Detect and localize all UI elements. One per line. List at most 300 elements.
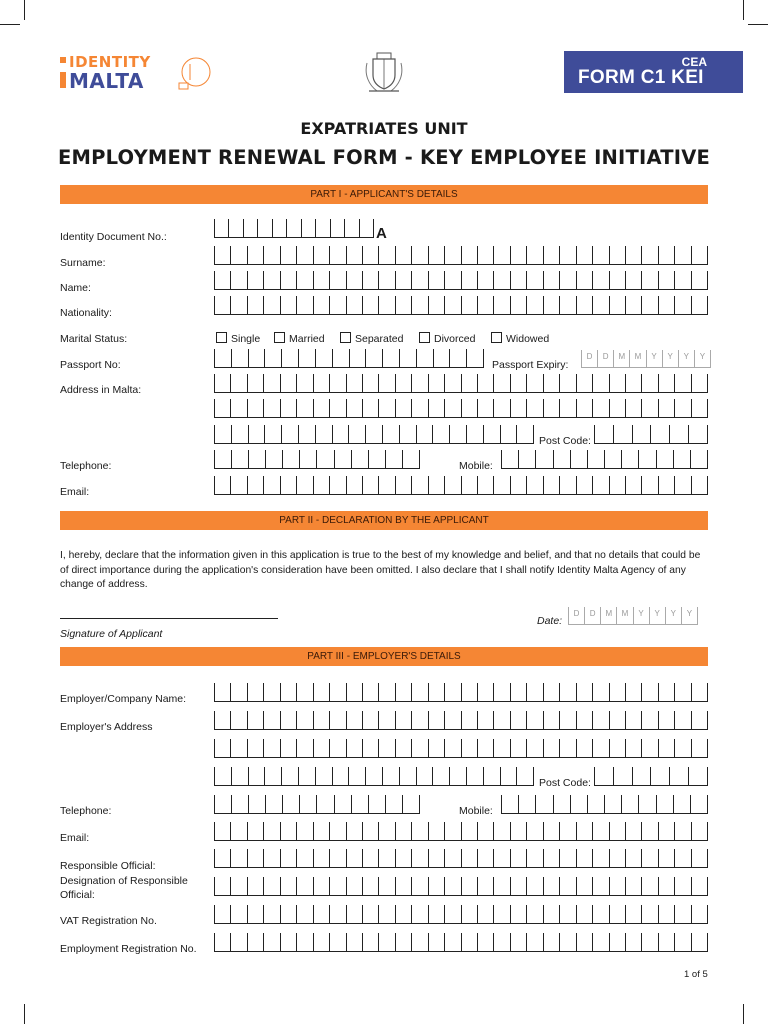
char-cell[interactable] <box>641 739 657 758</box>
char-cell[interactable] <box>594 767 613 786</box>
char-cell[interactable] <box>449 349 466 368</box>
char-cell[interactable] <box>625 246 641 265</box>
char-cell[interactable] <box>518 795 535 814</box>
char-cell[interactable] <box>329 877 345 896</box>
char-cell[interactable] <box>228 219 242 238</box>
char-cell[interactable] <box>526 271 542 290</box>
char-cell[interactable] <box>313 822 329 841</box>
char-cell[interactable] <box>535 795 552 814</box>
signature-line[interactable] <box>60 618 278 619</box>
char-cell[interactable] <box>329 271 345 290</box>
char-cell[interactable] <box>299 450 316 469</box>
char-cell[interactable] <box>466 425 483 444</box>
char-cell[interactable] <box>214 933 230 952</box>
char-cell[interactable] <box>247 849 263 868</box>
char-cell[interactable] <box>382 767 399 786</box>
char-cell[interactable] <box>385 795 402 814</box>
char-cell[interactable] <box>658 683 674 702</box>
char-cell[interactable] <box>329 933 345 952</box>
char-cell[interactable] <box>263 476 279 495</box>
char-cell[interactable] <box>378 905 394 924</box>
char-cell[interactable] <box>263 933 279 952</box>
char-cell[interactable] <box>553 450 570 469</box>
date-cell[interactable]: Y <box>665 607 681 624</box>
char-cell[interactable] <box>265 450 282 469</box>
char-cell[interactable] <box>378 877 394 896</box>
char-cell[interactable] <box>416 425 433 444</box>
char-cell[interactable] <box>658 933 674 952</box>
char-cell[interactable] <box>526 739 542 758</box>
char-cell[interactable] <box>247 822 263 841</box>
char-cell[interactable] <box>281 349 298 368</box>
char-cell[interactable] <box>510 739 526 758</box>
char-cell[interactable] <box>543 246 559 265</box>
char-cell[interactable] <box>296 271 312 290</box>
char-cell[interactable] <box>461 849 477 868</box>
char-cell[interactable] <box>641 877 657 896</box>
char-cell[interactable] <box>298 425 315 444</box>
char-cell[interactable] <box>378 711 394 730</box>
char-cell[interactable] <box>641 296 657 315</box>
char-cell[interactable] <box>313 849 329 868</box>
char-cell[interactable] <box>411 296 427 315</box>
char-cell[interactable] <box>313 399 329 418</box>
char-cell[interactable] <box>346 739 362 758</box>
char-cell[interactable] <box>247 246 263 265</box>
char-cell[interactable] <box>500 767 517 786</box>
date-cell[interactable]: D <box>586 352 593 361</box>
char-cell[interactable] <box>230 476 246 495</box>
checkbox-married[interactable] <box>274 332 285 343</box>
char-cell[interactable] <box>461 271 477 290</box>
char-cell[interactable] <box>510 822 526 841</box>
char-cell[interactable] <box>263 374 279 393</box>
char-cell[interactable] <box>510 933 526 952</box>
char-cell[interactable] <box>638 795 655 814</box>
char-cell[interactable] <box>638 450 655 469</box>
char-cell[interactable] <box>510 374 526 393</box>
char-cell[interactable] <box>493 877 509 896</box>
char-cell[interactable] <box>231 450 248 469</box>
char-cell[interactable] <box>313 877 329 896</box>
char-cell[interactable] <box>576 905 592 924</box>
char-cell[interactable] <box>296 849 312 868</box>
char-cell[interactable] <box>411 683 427 702</box>
char-cell[interactable] <box>332 425 349 444</box>
char-cell[interactable] <box>526 877 542 896</box>
date-cell[interactable]: Y <box>681 607 697 624</box>
char-cell[interactable] <box>674 683 690 702</box>
char-cell[interactable] <box>214 767 231 786</box>
char-cell[interactable] <box>641 246 657 265</box>
char-cell[interactable] <box>570 795 587 814</box>
char-cell[interactable] <box>559 374 575 393</box>
char-cell[interactable] <box>526 933 542 952</box>
char-cell[interactable] <box>395 849 411 868</box>
char-cell[interactable] <box>461 933 477 952</box>
char-cell[interactable] <box>625 905 641 924</box>
employer-address-line2[interactable] <box>214 739 708 758</box>
char-cell[interactable] <box>296 877 312 896</box>
char-cell[interactable] <box>214 296 230 315</box>
date-cell[interactable]: Y <box>646 350 662 367</box>
char-cell[interactable] <box>214 849 230 868</box>
char-cell[interactable] <box>428 711 444 730</box>
char-cell[interactable] <box>329 711 345 730</box>
char-cell[interactable] <box>362 246 378 265</box>
char-cell[interactable] <box>543 374 559 393</box>
char-cell[interactable] <box>315 219 329 238</box>
char-cell[interactable] <box>691 271 708 290</box>
char-cell[interactable] <box>625 711 641 730</box>
char-cell[interactable] <box>461 246 477 265</box>
char-cell[interactable] <box>658 476 674 495</box>
date-cell[interactable]: Y <box>633 607 649 624</box>
char-cell[interactable] <box>395 296 411 315</box>
char-cell[interactable] <box>444 476 460 495</box>
char-cell[interactable] <box>280 683 296 702</box>
char-cell[interactable] <box>592 271 608 290</box>
char-cell[interactable] <box>214 349 231 368</box>
char-cell[interactable] <box>576 296 592 315</box>
date-cell[interactable]: D <box>597 350 613 367</box>
char-cell[interactable] <box>395 476 411 495</box>
char-cell[interactable] <box>650 425 669 444</box>
char-cell[interactable] <box>609 399 625 418</box>
char-cell[interactable] <box>247 683 263 702</box>
char-cell[interactable] <box>609 849 625 868</box>
char-cell[interactable] <box>625 399 641 418</box>
employer-address-line1[interactable] <box>214 711 708 730</box>
char-cell[interactable] <box>461 822 477 841</box>
date-cell[interactable]: Y <box>678 350 694 367</box>
char-cell[interactable] <box>263 399 279 418</box>
responsible-official-field[interactable] <box>214 849 708 868</box>
surname-field[interactable] <box>214 246 708 265</box>
char-cell[interactable] <box>493 822 509 841</box>
char-cell[interactable] <box>329 683 345 702</box>
char-cell[interactable] <box>543 877 559 896</box>
char-cell[interactable] <box>214 246 230 265</box>
char-cell[interactable] <box>315 767 332 786</box>
char-cell[interactable] <box>674 476 690 495</box>
char-cell[interactable] <box>674 296 690 315</box>
char-cell[interactable] <box>296 246 312 265</box>
char-cell[interactable] <box>416 767 433 786</box>
char-cell[interactable] <box>559 246 575 265</box>
char-cell[interactable] <box>313 271 329 290</box>
char-cell[interactable] <box>382 349 399 368</box>
char-cell[interactable] <box>543 683 559 702</box>
employer-postcode-field[interactable] <box>594 767 708 786</box>
char-cell[interactable] <box>214 795 231 814</box>
char-cell[interactable] <box>658 246 674 265</box>
char-cell[interactable] <box>543 711 559 730</box>
char-cell[interactable] <box>477 905 493 924</box>
char-cell[interactable] <box>316 795 333 814</box>
char-cell[interactable] <box>296 933 312 952</box>
char-cell[interactable] <box>395 271 411 290</box>
char-cell[interactable] <box>296 711 312 730</box>
char-cell[interactable] <box>301 219 315 238</box>
char-cell[interactable] <box>298 767 315 786</box>
char-cell[interactable] <box>674 399 690 418</box>
char-cell[interactable] <box>501 795 518 814</box>
char-cell[interactable] <box>510 711 526 730</box>
char-cell[interactable] <box>444 822 460 841</box>
char-cell[interactable] <box>362 877 378 896</box>
char-cell[interactable] <box>362 933 378 952</box>
char-cell[interactable] <box>351 450 368 469</box>
char-cell[interactable] <box>483 767 500 786</box>
char-cell[interactable] <box>378 476 394 495</box>
char-cell[interactable] <box>263 296 279 315</box>
char-cell[interactable] <box>625 877 641 896</box>
char-cell[interactable] <box>365 425 382 444</box>
char-cell[interactable] <box>510 271 526 290</box>
char-cell[interactable] <box>691 374 708 393</box>
char-cell[interactable] <box>604 795 621 814</box>
char-cell[interactable] <box>428 849 444 868</box>
char-cell[interactable] <box>230 374 246 393</box>
char-cell[interactable] <box>428 271 444 290</box>
char-cell[interactable] <box>526 849 542 868</box>
char-cell[interactable] <box>592 399 608 418</box>
char-cell[interactable] <box>613 767 632 786</box>
char-cell[interactable] <box>214 271 230 290</box>
char-cell[interactable] <box>543 399 559 418</box>
char-cell[interactable] <box>428 877 444 896</box>
char-cell[interactable] <box>444 246 460 265</box>
char-cell[interactable] <box>444 739 460 758</box>
char-cell[interactable] <box>493 933 509 952</box>
char-cell[interactable] <box>576 476 592 495</box>
char-cell[interactable] <box>510 476 526 495</box>
char-cell[interactable] <box>416 349 433 368</box>
char-cell[interactable] <box>641 683 657 702</box>
char-cell[interactable] <box>315 349 332 368</box>
char-cell[interactable] <box>214 450 231 469</box>
char-cell[interactable] <box>592 374 608 393</box>
char-cell[interactable] <box>346 877 362 896</box>
address-field-line2[interactable] <box>214 399 708 418</box>
char-cell[interactable] <box>330 219 344 238</box>
char-cell[interactable] <box>559 822 575 841</box>
char-cell[interactable] <box>625 683 641 702</box>
char-cell[interactable] <box>313 246 329 265</box>
char-cell[interactable] <box>609 296 625 315</box>
char-cell[interactable] <box>329 905 345 924</box>
char-cell[interactable] <box>592 849 608 868</box>
char-cell[interactable] <box>543 849 559 868</box>
char-cell[interactable] <box>348 425 365 444</box>
char-cell[interactable] <box>432 767 449 786</box>
char-cell[interactable] <box>674 849 690 868</box>
char-cell[interactable] <box>281 767 298 786</box>
char-cell[interactable] <box>466 349 484 368</box>
char-cell[interactable] <box>691 399 708 418</box>
char-cell[interactable] <box>641 399 657 418</box>
char-cell[interactable] <box>362 711 378 730</box>
char-cell[interactable] <box>477 877 493 896</box>
char-cell[interactable] <box>658 399 674 418</box>
char-cell[interactable] <box>656 795 673 814</box>
char-cell[interactable] <box>247 271 263 290</box>
char-cell[interactable] <box>559 905 575 924</box>
char-cell[interactable] <box>493 374 509 393</box>
char-cell[interactable] <box>691 933 708 952</box>
char-cell[interactable] <box>362 822 378 841</box>
telephone-field[interactable] <box>214 450 420 469</box>
char-cell[interactable] <box>691 739 708 758</box>
char-cell[interactable] <box>691 711 708 730</box>
char-cell[interactable] <box>214 711 230 730</box>
char-cell[interactable] <box>543 905 559 924</box>
char-cell[interactable] <box>688 767 708 786</box>
date-cell[interactable]: Y <box>662 350 678 367</box>
char-cell[interactable] <box>411 739 427 758</box>
char-cell[interactable] <box>214 739 230 758</box>
char-cell[interactable] <box>691 905 708 924</box>
char-cell[interactable] <box>231 349 248 368</box>
char-cell[interactable] <box>510 399 526 418</box>
char-cell[interactable] <box>493 905 509 924</box>
char-cell[interactable] <box>493 683 509 702</box>
char-cell[interactable] <box>280 246 296 265</box>
char-cell[interactable] <box>493 399 509 418</box>
char-cell[interactable] <box>428 905 444 924</box>
char-cell[interactable] <box>690 450 708 469</box>
char-cell[interactable] <box>362 476 378 495</box>
char-cell[interactable] <box>378 296 394 315</box>
char-cell[interactable] <box>461 683 477 702</box>
char-cell[interactable] <box>411 711 427 730</box>
char-cell[interactable] <box>264 767 281 786</box>
char-cell[interactable] <box>378 271 394 290</box>
char-cell[interactable] <box>641 849 657 868</box>
char-cell[interactable] <box>658 711 674 730</box>
char-cell[interactable] <box>362 739 378 758</box>
char-cell[interactable] <box>553 795 570 814</box>
char-cell[interactable] <box>399 349 416 368</box>
char-cell[interactable] <box>526 399 542 418</box>
char-cell[interactable] <box>526 683 542 702</box>
char-cell[interactable] <box>559 399 575 418</box>
char-cell[interactable] <box>243 219 257 238</box>
char-cell[interactable] <box>362 374 378 393</box>
char-cell[interactable] <box>510 849 526 868</box>
char-cell[interactable] <box>346 476 362 495</box>
checkbox-divorced[interactable] <box>419 332 430 343</box>
char-cell[interactable] <box>543 476 559 495</box>
char-cell[interactable] <box>247 877 263 896</box>
char-cell[interactable] <box>296 476 312 495</box>
char-cell[interactable] <box>280 905 296 924</box>
char-cell[interactable] <box>477 399 493 418</box>
date-cell[interactable]: M <box>629 350 645 367</box>
char-cell[interactable] <box>510 683 526 702</box>
char-cell[interactable] <box>282 795 299 814</box>
char-cell[interactable] <box>625 933 641 952</box>
char-cell[interactable] <box>230 296 246 315</box>
char-cell[interactable] <box>510 905 526 924</box>
char-cell[interactable] <box>280 374 296 393</box>
char-cell[interactable] <box>461 739 477 758</box>
char-cell[interactable] <box>587 450 604 469</box>
char-cell[interactable] <box>264 425 281 444</box>
char-cell[interactable] <box>263 739 279 758</box>
employer-address-line3[interactable] <box>214 767 534 786</box>
vat-field[interactable] <box>214 905 708 924</box>
char-cell[interactable] <box>214 425 231 444</box>
char-cell[interactable] <box>609 246 625 265</box>
char-cell[interactable] <box>395 711 411 730</box>
char-cell[interactable] <box>444 849 460 868</box>
char-cell[interactable] <box>625 822 641 841</box>
char-cell[interactable] <box>609 822 625 841</box>
char-cell[interactable] <box>673 450 690 469</box>
char-cell[interactable] <box>592 476 608 495</box>
char-cell[interactable] <box>329 399 345 418</box>
char-cell[interactable] <box>247 374 263 393</box>
char-cell[interactable] <box>691 877 708 896</box>
char-cell[interactable] <box>444 296 460 315</box>
char-cell[interactable] <box>247 296 263 315</box>
declaration-date-field[interactable] <box>568 607 698 625</box>
char-cell[interactable] <box>592 905 608 924</box>
char-cell[interactable] <box>477 271 493 290</box>
char-cell[interactable] <box>329 822 345 841</box>
char-cell[interactable] <box>313 711 329 730</box>
address-field-line1[interactable] <box>214 374 708 393</box>
employer-email-field[interactable] <box>214 822 708 841</box>
char-cell[interactable] <box>641 476 657 495</box>
char-cell[interactable] <box>576 849 592 868</box>
char-cell[interactable] <box>444 683 460 702</box>
char-cell[interactable] <box>674 374 690 393</box>
char-cell[interactable] <box>411 476 427 495</box>
char-cell[interactable] <box>673 795 690 814</box>
char-cell[interactable] <box>214 476 230 495</box>
char-cell[interactable] <box>658 849 674 868</box>
char-cell[interactable] <box>461 296 477 315</box>
char-cell[interactable] <box>280 399 296 418</box>
char-cell[interactable] <box>230 246 246 265</box>
char-cell[interactable] <box>493 739 509 758</box>
char-cell[interactable] <box>674 246 690 265</box>
char-cell[interactable] <box>411 374 427 393</box>
char-cell[interactable] <box>247 399 263 418</box>
char-cell[interactable] <box>411 399 427 418</box>
char-cell[interactable] <box>493 711 509 730</box>
char-cell[interactable] <box>690 795 708 814</box>
char-cell[interactable] <box>526 476 542 495</box>
char-cell[interactable] <box>428 822 444 841</box>
char-cell[interactable] <box>674 711 690 730</box>
char-cell[interactable] <box>641 933 657 952</box>
char-cell[interactable] <box>658 822 674 841</box>
checkbox-separated[interactable] <box>340 332 351 343</box>
char-cell[interactable] <box>477 711 493 730</box>
employer-mobile-field[interactable] <box>501 795 708 814</box>
char-cell[interactable] <box>299 795 316 814</box>
char-cell[interactable] <box>510 296 526 315</box>
char-cell[interactable] <box>399 767 416 786</box>
char-cell[interactable] <box>346 905 362 924</box>
postcode-field[interactable] <box>594 425 708 444</box>
char-cell[interactable] <box>329 739 345 758</box>
char-cell[interactable] <box>477 246 493 265</box>
